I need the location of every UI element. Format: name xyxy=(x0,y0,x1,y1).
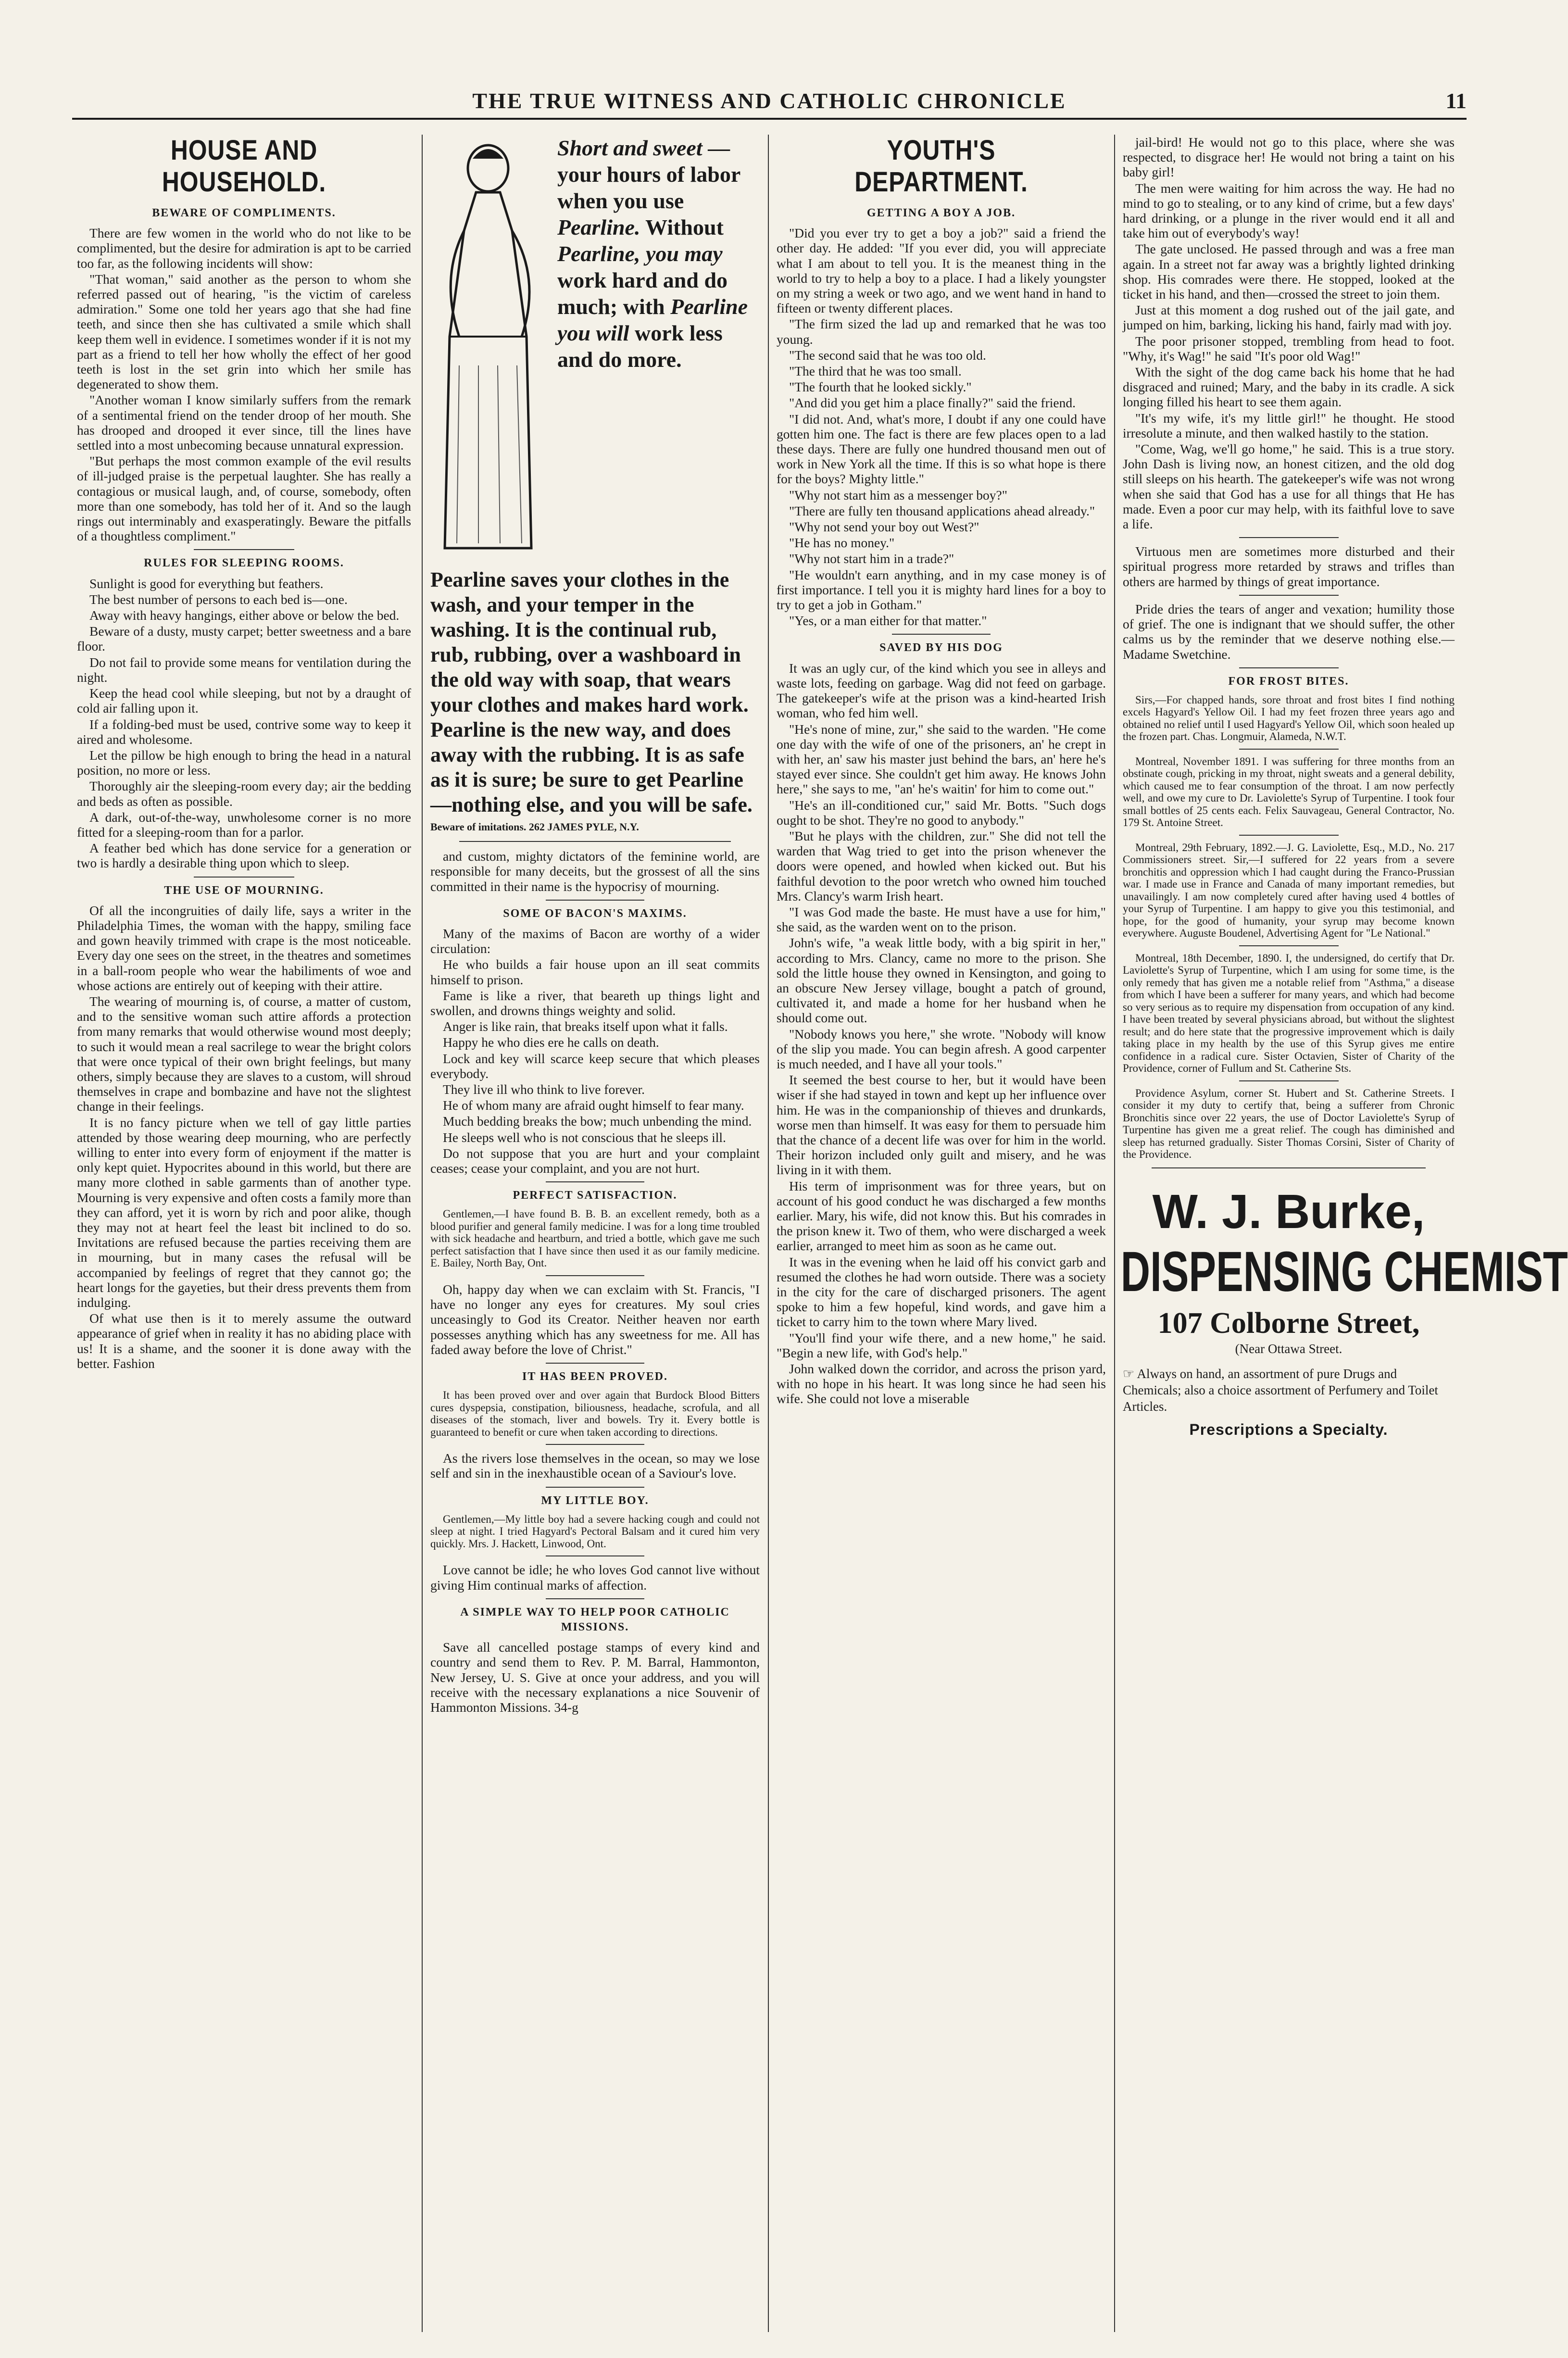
maxim: Anger is like rain, that breaks itself upon what it falls. xyxy=(443,1019,728,1034)
divider xyxy=(546,900,645,901)
paragraph: Save all cancelled postage stamps of every kind and country and send them to Rev. P. M. Barral, Hammonton, New Jersey, U. S. Give at once your address, and you will receive with the necessary explanations a nice Souvenir of Hammonton Missions. 34-g xyxy=(430,1640,760,1715)
paragraph: "Another woman I know similarly suffers from the remark of a sentimental friend on the tender droop of her mouth. She has drooped and drooped it ever since, till the lines have settled into a most unbecoming because unnatural expression. xyxy=(77,392,411,453)
testimonial: Gentlemen,—I have found B. B. B. an excellent remedy, both as a blood purifier and general family medicine. I was for a long time troubled with sick headache and heartburn, and tried a bottle, which gave me such perfect satisfaction that I have since then used it as our family medicine. E. Bailey, North Bay, Ont. xyxy=(430,1208,760,1269)
divider xyxy=(459,841,731,842)
divider xyxy=(546,1275,645,1276)
divider xyxy=(1152,1167,1426,1168)
rule-line: Thoroughly air the sleeping-room every day; air the bedding and beds as often as possible. xyxy=(77,778,411,809)
paragraph: "I did not. And, what's more, I doubt if any one could have gotten him one. The fact is there are few places open to a lad these days. There are fully one hundred thousand men out of work in New York all the time. If this is so what hope is there for the boys? Mighty little." xyxy=(777,411,1106,487)
ad-line: Without xyxy=(645,215,724,239)
paragraph: "The third that he was too small. xyxy=(789,364,962,379)
washerwoman-illustration xyxy=(430,135,551,567)
divider xyxy=(1239,835,1339,836)
testimonial: Gentlemen,—My little boy had a severe hacking cough and could not sleep at night. I tried Hagyard's Pectoral Balsam and it cured him very quickly. Mrs. J. Hackett, Linwood, Ont. xyxy=(430,1513,760,1550)
page-number: 11 xyxy=(1445,88,1467,113)
ad-line: Short and sweet xyxy=(557,136,702,160)
divider xyxy=(546,1555,645,1556)
divider xyxy=(194,549,294,550)
rule-line: If a folding-bed must be used, contrive some way to keep it aired and wholesome. xyxy=(77,716,411,747)
maxim: He sleeps well who is not conscious that he sleeps ill. xyxy=(443,1129,726,1145)
paragraph: John's wife, "a weak little body, with a big spirit in her," according to Mrs. Clancy, came no more to the prison. She sold the little house they owned in Kensington, and going to an obscure New Jersey village, bought a patch of ground, cultivated it, and made a home for her husband when he should come out. xyxy=(777,935,1106,1026)
ad-line: work less and do more. xyxy=(557,321,723,372)
divider xyxy=(892,634,991,635)
paragraph: "The second said that he was too old. xyxy=(789,347,986,363)
paragraph: "And did you get him a place finally?" said the friend. xyxy=(789,395,1076,411)
paragraph: "But perhaps the most common example of the evil results of ill-judged praise is the perpetual laughter. She has really a contagious or musical laugh, and, of course, somebody, often more than one somebody, has told her of it. And so the laugh rings out interminably and exasperatingly. Beware the pitfalls of a thoughtless compliment." xyxy=(77,453,411,544)
rule-line: Sunlight is good for everything but feathers. xyxy=(89,576,324,591)
paragraph: The wearing of mourning is, of course, a matter of custom, and to the sensitive woman such attire affords a protection from many remarks that would otherwise wound most deeply; to such it would mean a real sacrilege to wear the bright colors that were once typical of their own bright feelings, but many others, simply because they are slaves to a custom, will shroud themselves in crape and bombazine and have not the slightest change in their feelings. xyxy=(77,993,411,1114)
paragraph: "Why not start him in a trade?" xyxy=(789,551,954,566)
advertiser-stock xyxy=(1123,1366,1455,1415)
testimonial: Providence Asylum, corner St. Hubert and St. Catherine Streets. I consider it my duty to certify that, being a sufferer from Chronic Bronchitis since over 22 years, the use of Doctor Laviolette's Syrup of Turpentine has given me a great relief. The cough has diminished and sleep has returned gradually. Sister Thomas Corsini, Sister of Charity of the Providence. xyxy=(1123,1087,1455,1161)
paragraph: "He has no money." xyxy=(789,535,895,551)
paragraph: "Nobody knows you here," she wrote. "Nobody will know of the slip you made. You can begin afresh. A good carpenter is much needed, and I have all your tools." xyxy=(777,1026,1106,1071)
paragraph: As the rivers lose themselves in the ocean, so may we lose self and sin in the inexhaustible ocean of a Saviour's love. xyxy=(430,1451,760,1481)
paragraph: The gate unclosed. He passed through and was a free man again. In a street not far away was a brightly lighted drinking shop. His comrades were there. He stopped, looked at the ticket in his hand, and then—crossed the street to join them. xyxy=(1123,241,1455,302)
article-title: RULES FOR SLEEPING ROOMS. xyxy=(144,557,344,570)
paragraph: Oh, happy day when we can exclaim with St. Francis, "I have no longer any eyes for creatures. My soul cries unceasingly to God its Creator. Neither heaven nor earth possesses anything which has any sweetness for me. All has faded away before the love of Christ." xyxy=(430,1281,760,1357)
maxim: They live ill who think to live forever. xyxy=(443,1082,645,1097)
testimonial: It has been proved over and over again that Burdock Blood Bitters cures dyspepsia, constipation, biliousness, headache, scrofula, and all diseases of the stomach, liver and bowels. Try it. Every bottle is guaranteed to benefit or cure when taken according to directions. xyxy=(430,1389,760,1438)
masthead xyxy=(72,84,1467,120)
article-title: A SIMPLE WAY TO HELP POOR CATHOLIC MISSIONS. xyxy=(460,1605,730,1633)
advertiser-address: 107 Colborne Street, xyxy=(1157,1306,1420,1340)
paragraph: His term of imprisonment was for three years, but on account of his good conduct he was discharged a few months earlier. Mary, his wife, did not know this. But his comrades in the prison knew it. Two of them, who were discharged a week earlier, arranged to meet him as soon as he came out. xyxy=(777,1178,1106,1254)
paragraph: "He wouldn't earn anything, and in my case money is of first importance. I tell you it is mighty hard lines for a boy to try to get a job in Gotham." xyxy=(777,567,1106,613)
ad-line: —your hours of labor when you use xyxy=(557,136,740,213)
ad-body: Pearline saves your clothes in the wash, and your temper in the washing. It is the continual rub, rub, rubbing, over a washboard in the old way with soap, that wears your clothes and makes hard work. xyxy=(430,568,749,716)
rule-line: The best number of persons to each bed is—one. xyxy=(89,591,348,607)
maxim: Do not suppose that you are hurt and your complaint ceases; cease your complaint, and you are not hurt. xyxy=(430,1145,760,1176)
column-advert-miscellany xyxy=(430,135,760,2327)
ad-brand: Pearline you will xyxy=(557,294,748,345)
section-title: HOUSE AND HOUSEHOLD. xyxy=(162,135,326,198)
paragraph: John walked down the corridor, and across the prison yard, with no hope in his heart. It was long since he had seen his wife. She could not love a miserable xyxy=(777,1361,1106,1406)
divider xyxy=(1239,749,1339,750)
paragraph: "Did you ever try to get a boy a job?" said a friend the other day. He added: "If you ever did, you will appreciate what I am about to tell you. It is the meanest thing in the world to try to help a boy to a place. I had a likely youngster on my string a week or two ago, and we went hand in hand to fifteen or twenty different places. xyxy=(777,226,1106,316)
paragraph: and custom, mighty dictators of the feminine world, are responsible for many deceits, but the grossest of all the sins committed in their name is the hypocrisy of mourning. xyxy=(430,849,760,894)
maxim: Fame is like a river, that beareth up things light and swollen, and drowns things weighty and solid. xyxy=(430,988,760,1018)
section-title: YOUTH'S DEPARTMENT. xyxy=(854,135,1028,198)
paragraph: Pride dries the tears of anger and vexation; humility those of grief. The one is indignant that we should suffer, the other calms us by the reminder that we deserve nothing else.—Madame Swetchine. xyxy=(1123,601,1455,662)
ad-brand: Pearline, you may xyxy=(557,241,723,266)
divider xyxy=(546,1598,645,1599)
divider xyxy=(1239,945,1339,946)
paragraph: With the sight of the dog came back his home that he had disgraced and ruined; Mary, and the baby in its cradle. A sick longing filled his heart to see them again. xyxy=(1123,364,1455,410)
rule-line: Keep the head cool while sleeping, but not by a draught of cold air falling upon it. xyxy=(77,686,411,716)
paragraph: "The fourth that he looked sickly." xyxy=(789,379,972,395)
paragraph: "There are fully ten thousand applications ahead already." xyxy=(789,503,1095,518)
column-continuation-ads xyxy=(1120,135,1568,2327)
paragraph: "Why not start him as a messenger boy?" xyxy=(789,487,1007,502)
paragraph: "It's my wife, it's my little girl!" he thought. He stood irresolute a minute, and then walked hastily to the station. xyxy=(1123,410,1455,440)
testimonial: Montreal, November 1891. I was suffering for three months from an obstinate cough, pricking in my throat, night sweats and a general debility, which caused me to fear consumption of the throat. I am now perfectly well, and owe my cure to Dr. Laviolette's Syrup of Turpentine. I took four small bottles of 25 cents each. Felix Sauvageau, General Contractor, No. 179 St. Antoine Street. xyxy=(1123,755,1455,829)
ad-headline xyxy=(557,135,760,567)
column-divider xyxy=(768,135,769,2332)
divider xyxy=(1239,667,1339,668)
paragraph: Just at this moment a dog rushed out of the jail gate, and jumped on him, barking, licking his hand, fairly mad with joy. xyxy=(1123,302,1455,333)
paragraph: The men were waiting for him across the way. He had no mind to go to stealing, or to any kind of crime, but a few days' hard drinking, or a plunge in the river would end it all and take him out of everybody's way! xyxy=(1123,180,1455,241)
divider xyxy=(546,1487,645,1488)
burke-chemist-advertisement xyxy=(1120,1183,1568,1438)
ad-body: Pearline is the new way, and does away with the rubbing. It is as safe as it is sure; be sure to get Pearline—nothing else, and you will be safe. xyxy=(430,718,753,816)
advertiser-stock-text: Always on hand, an assortment of pure Drugs and Chemicals; also a choice assortment of Perfumery and Toilet Articles. xyxy=(1123,1366,1438,1414)
column-divider xyxy=(422,135,423,2332)
article-title: MY LITTLE BOY. xyxy=(541,1494,649,1507)
maxim: He who builds a fair house upon an ill seat commits himself to prison. xyxy=(430,957,760,987)
paragraph: Virtuous men are sometimes more disturbed and their spiritual progress more retarded by straws and trifles than others are harmed by things of great importance. xyxy=(1123,544,1455,589)
paragraph: "That woman," said another as the person to whom she referred passed out of hearing, "is the victim of careless admiration." Some one told her years ago that she had fine teeth, and since then she has cultivated a smile which shall keep them well in evidence. I sometimes wonder if it is not my part as a friend to tell her how wholly the effect of her good teeth is lost in the set grin into which her smile has degenerated to show them. xyxy=(77,271,411,392)
paragraph: Love cannot be idle; he who loves God cannot live without giving Him continual marks of affection. xyxy=(430,1562,760,1593)
divider xyxy=(1239,595,1339,596)
paragraph: "But he plays with the children, zur." She did not tell the warden that Wag tried to get into the prison whenever the doors were opened, and howled when kicked out. But his faithful devotion to the poor wretch who owned him touched Mrs. Clancy's warm Irish heart. xyxy=(777,828,1106,903)
rule-line: Away with heavy hangings, either above or below the bed. xyxy=(89,608,400,623)
testimonial: Sirs,—For chapped hands, sore throat and frost bites I find nothing excels Hagyard's Yellow Oil. I had my feet frozen three years ago and obtained no relief until I used Hagyard's Yellow Oil, which soon healed up the frozen part. Chas. Longmuir, Alameda, N.W.T. xyxy=(1123,693,1455,743)
paragraph: "Come, Wag, we'll go home," he said. This is a true story. John Dash is living now, an honest citizen, and the old dog still sleeps on his hearth. The gatekeeper's wife was not wrong when she said that God has a use for all things that He has made. Even a poor cur may help, with its faithful love to save a life. xyxy=(1123,441,1455,532)
advertiser-trade: DISPENSING CHEMIST xyxy=(1120,1240,1568,1304)
paragraph: It was an ugly cur, of the kind which you see in alleys and waste lots, feeding on garbage. Wag did not feed on garbage. The gatekeeper's wife at the prison was a kind-hearted Irish woman, who fed him well. xyxy=(777,660,1106,721)
divider xyxy=(546,1363,645,1364)
pearline-advertisement xyxy=(430,135,760,567)
advertiser-near: (Near Ottawa Street. xyxy=(1235,1341,1342,1356)
maxim: Lock and key will scarce keep secure that which pleases everybody. xyxy=(430,1051,760,1081)
article-title: FOR FROST BITES. xyxy=(1228,675,1349,688)
paragraph: Many of the maxims of Bacon are worthy of a wider circulation: xyxy=(430,926,760,956)
column-house-household xyxy=(77,135,411,2327)
divider xyxy=(546,1444,645,1445)
column-youths-department xyxy=(777,135,1106,2327)
divider xyxy=(1239,1080,1339,1081)
newspaper-title: THE TRUE WITNESS AND CATHOLIC CHRONICLE xyxy=(472,88,1066,113)
article-title: THE USE OF MOURNING. xyxy=(164,884,324,897)
article-title: IT HAS BEEN PROVED. xyxy=(522,1370,668,1383)
pointing-hand-icon: ☞ xyxy=(1123,1366,1137,1381)
divider xyxy=(1239,537,1339,538)
maxim: He of whom many are afraid ought himself to fear many. xyxy=(443,1098,744,1113)
divider xyxy=(546,1181,645,1182)
testimonial: Montreal, 29th February, 1892.—J. G. Laviolette, Esq., M.D., No. 217 Commissioners street. Sir,—I suffered for 22 years from a severe bronchitis and oppression which I had caught during the Franco-Prussian war. I made use in France and Canada of many important remedies, but unavailingly. I am now completely cured after having used 4 bottles of your Syrup of Turpentine. I am happy to give you this testimonial, and hope, for the good of humanity, your syrup may become known everywhere. Auguste Boudenel, Advertising Agent for "Le National." xyxy=(1123,841,1455,940)
article-title: PERFECT SATISFACTION. xyxy=(513,1189,677,1202)
maxim: Happy he who dies ere he calls on death. xyxy=(443,1035,659,1050)
advertiser-specialty: Prescriptions a Specialty. xyxy=(1189,1420,1388,1438)
rule-line: A dark, out-of-the-way, unwholesome corner is no more fitted for a sleeping-room than for a parlor. xyxy=(77,809,411,840)
rule-line: Do not fail to provide some means for ventilation during the night. xyxy=(77,654,411,685)
paragraph: Of what use then is it to merely assume the outward appearance of grief when in reality it has no abiding place with us! It is a shame, and the sooner it is done away with the better. Fashion xyxy=(77,1311,411,1371)
rule-line: Let the pillow be high enough to bring the head in a natural position, no more or less. xyxy=(77,747,411,778)
article-title: BEWARE OF COMPLIMENTS. xyxy=(152,207,336,219)
paragraph: It is no fancy picture when we tell of gay little parties attended by those wearing deep mourning, who are perfectly willing to enter into every form of enjoyment if the matter is only kept quiet. Hypocrites abound in this world, but there are many more clothed in sable garments than of another type. Mourning is very expensive and often costs a family more than they can afford, yet it is worn by rich and poor alike, though they may not at heart feel the least bit inclined to do so. Invitations are refused because the parties receiving them are in mourning, but in many cases the refusal will be accompanied by feelings of regret that they cannot go; the heart longs for the gayeties, but their dress prevents them from indulging. xyxy=(77,1115,411,1310)
column-divider xyxy=(1114,135,1115,2332)
paragraph: "I was God made the baste. He must have a use for him," she said, as the warden went on to the prison. xyxy=(777,904,1106,935)
rule-line: A feather bed which has done service for a generation or two is hardly a desirable thing upon which to sleep. xyxy=(77,840,411,871)
ad-line: work hard and do much; with xyxy=(557,268,728,319)
article-title: SOME OF BACON'S MAXIMS. xyxy=(503,907,687,920)
testimonial: Montreal, 18th December, 1890. I, the undersigned, do certify that Dr. Laviolette's Syrup of Turpentine, which I am using for some time, is the only remedy that has given me a notable relief from "Asthma," a disease from which I have been a sufferer for many years, and which had become so very serious as to require my dispensation from occupation of any kind. I have been treated by several physicians abroad, but without the slightest result; and do here state that the progressive improvement which is daily taking place in my health by the use of this Syrup gives me entire confidence in a radical cure. Sister Octavien, Sister of Charity of the Providence, corner of Fullum and St. Catherine Sts. xyxy=(1123,952,1455,1075)
paragraph: jail-bird! He would not go to this place, where she was respected, to disgrace her! He would not bring a taint on his baby girl! xyxy=(1123,135,1455,180)
paragraph: "The firm sized the lad up and remarked that he was too young. xyxy=(777,316,1106,347)
maxim: Much bedding breaks the bow; much unbending the mind. xyxy=(443,1114,752,1129)
article-title: SAVED BY HIS DOG xyxy=(879,641,1003,654)
paragraph: Of all the incongruities of daily life, says a writer in the Philadelphia Times, the woman with the happy, smiling face and gown heavily trimmed with crape is the most noticeable. Every day one sees on the street, in the theatres and sometimes in a ball-room people who wear the habiliments of woe and whose actions are entirely out of keeping with their attire. xyxy=(77,903,411,993)
paragraph: It seemed the best course to her, but it would have been wiser if she had stayed in town and kept up her influence over him. He was in the companionship of thieves and drunkards, worse men than himself. It was easy for them to persuade him that the chance of a decent life was over for him in the world. Their horizon included only guilt and misery, and he was living in it with them. xyxy=(777,1072,1106,1178)
paragraph: "You'll find your wife there, and a new home," he said. "Begin a new life, with God's help." xyxy=(777,1330,1106,1360)
advertiser-name: W. J. Burke, xyxy=(1152,1184,1425,1239)
ad-brand: Pearline. xyxy=(557,215,640,239)
paragraph: "He's none of mine, zur," she said to the warden. "He come one day with the wife of one of the prisoners, an' he crept in with her, an' saw his master just behind the bars, an' here he's stayed ever since. She couldn't get him away. He knows John here," she says to me, "an' he's waitin' for him to come out." xyxy=(777,721,1106,797)
paragraph: "He's an ill-conditioned cur," said Mr. Botts. "Such dogs ought to be shot. They're no good to anybody." xyxy=(777,797,1106,828)
article-title: GETTING A BOY A JOB. xyxy=(866,207,1016,219)
paragraph: "Yes, or a man either for that matter." xyxy=(789,613,987,628)
divider xyxy=(194,877,294,878)
paragraph: It was in the evening when he laid off his convict garb and resumed the clothes he had worn outside. There was a society in the city for the care of discharged prisoners. The agent spoke to him a few hopeful, kind words, and gave him a ticket to carry him to the town where Mary lived. xyxy=(777,1254,1106,1330)
rule-line: Beware of a dusty, musty carpet; better sweetness and a bare floor. xyxy=(77,624,411,654)
paragraph: "Why not send your boy out West?" xyxy=(789,519,979,535)
paragraph: There are few women in the world who do not like to be complimented, but the desire for admiration is apt to be carried too far, as the following incidents will show: xyxy=(77,226,411,271)
ad-footer: Beware of imitations. 262 JAMES PYLE, N.Y. xyxy=(430,821,639,833)
paragraph: The poor prisoner stopped, trembling from head to foot. "Why, it's Wag!" he said "It's poor old Wag!" xyxy=(1123,333,1455,364)
